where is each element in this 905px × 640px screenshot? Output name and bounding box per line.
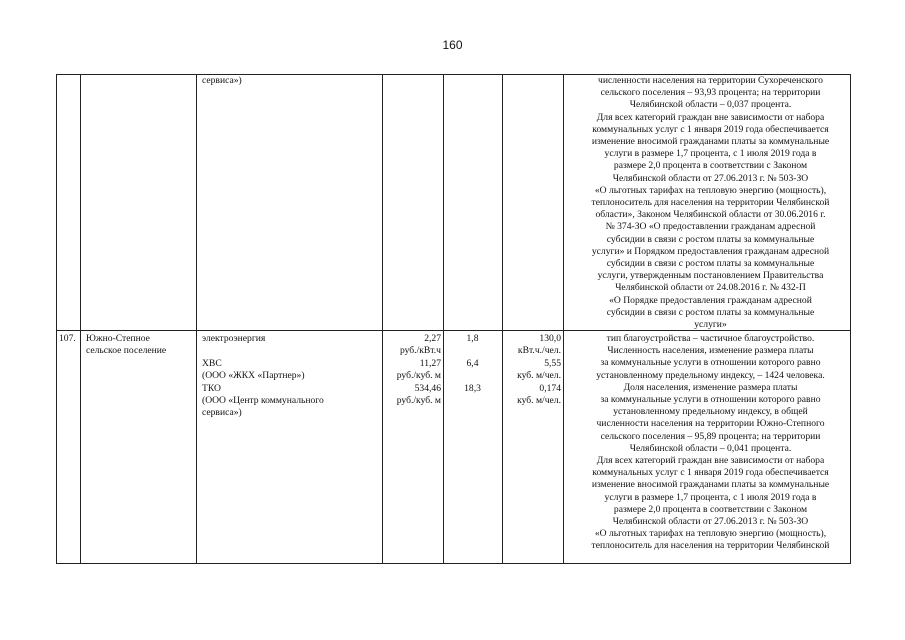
tariff-cell (382, 333, 441, 357)
table-border-left (56, 74, 57, 564)
description-line: субсидии в связи с ростом платы за коммунальные (606, 258, 815, 270)
description-line: численности населения на территории Южно-Степного (596, 418, 825, 430)
service-name-line: ТКО (202, 383, 221, 394)
description-line: субсидии в связи с ростом платы за коммунальные (606, 306, 815, 318)
tariff-value: 11,27 (419, 358, 441, 369)
column-divider (382, 74, 383, 564)
description-line: Челябинской области – 0,041 процента. (629, 442, 792, 454)
description-line: численности населения на территории Сухореченского (598, 75, 823, 86)
tariff-table (56, 74, 851, 564)
service-name-line: (ООО «Центр коммунального (202, 395, 324, 407)
settlement-name-line: Южно-Степное (86, 333, 150, 344)
row-number: 107. (59, 333, 76, 344)
service-name-line: сервиса») (202, 407, 242, 419)
prev-service-tail: сервиса») (202, 75, 242, 86)
column-divider (80, 74, 81, 564)
column-divider (196, 74, 197, 564)
service-name (202, 358, 305, 382)
tariff-unit: руб./куб. м (396, 370, 441, 382)
column-divider (443, 74, 444, 564)
description-line: «О Порядке предоставления гражданам адресной (609, 294, 812, 306)
description-line: Доля населения, изменение размера платы (623, 381, 798, 393)
description-line: Для всех категорий граждан вне зависимости от набора (596, 111, 825, 123)
prev-description (570, 75, 851, 331)
description-line: за коммунальные услуги в отношении которого равно (600, 394, 821, 406)
table-border-bottom (56, 563, 851, 564)
description-line: установленному предельному индексу, – 1424 человека. (596, 369, 825, 381)
settlement-name (86, 333, 166, 357)
tariff-value: 534,46 (414, 383, 441, 394)
volume-unit: куб. м/чел. (517, 395, 561, 407)
tariff-unit: руб./куб. м (396, 395, 441, 407)
description-line: изменение вносимой гражданами платы за коммунальные (591, 479, 830, 491)
growth-value: 18,3 (464, 383, 481, 394)
description-line: Для всех категорий граждан вне зависимости от набора (596, 455, 825, 467)
service-name: электроэнергия (202, 333, 266, 344)
column-divider (563, 74, 564, 564)
description-line: коммунальных услуг с 1 января 2019 года обеспечивается (592, 467, 829, 479)
tariff-value: 2,27 (424, 333, 441, 344)
page-number: 160 (442, 38, 463, 52)
volume-value: 130,0 (539, 333, 561, 344)
description-line: коммунальных услуг с 1 января 2019 года обеспечивается (592, 123, 829, 135)
volume-cell (502, 383, 561, 407)
tariff-unit: руб./кВт.ч (399, 345, 441, 357)
description-line: услуги в размере 1,7 процента, с 1 июля 2019 года в (604, 491, 817, 503)
settlement-name-line: сельское поселение (86, 345, 167, 357)
description-line: «О льготных тарифах на тепловую энергию (мощность), (594, 184, 827, 196)
description-line: Челябинской области от 24.08.2016 г. № 432-П (615, 282, 806, 294)
description-line: Челябинской области – 0,037 процента. (629, 99, 792, 111)
service-name (202, 383, 324, 420)
description-line: области», Законом Челябинской области от 30.06.2016 г. (595, 209, 826, 221)
description-line: изменение вносимой гражданами платы за коммунальные (591, 136, 830, 148)
description-line: размере 2,0 процента в соответствии с Законом (613, 503, 808, 515)
service-name-line: (ООО «ЖКХ «Партнер») (202, 370, 305, 382)
description-line: Численность населения, изменение размера платы (607, 345, 814, 357)
volume-unit: куб. м/чел. (517, 370, 561, 382)
volume-value: 0,174 (539, 383, 561, 394)
description-line: услуги, утвержденным постановлением Правительства (597, 270, 824, 282)
volume-cell (502, 358, 561, 382)
description-line: теплоноситель для населения на территории Челябинской (591, 540, 830, 552)
description-line: сельского поселения – 93,93 процента; на территории (600, 87, 821, 99)
description-line: теплоноситель для населения на территории Челябинской (591, 197, 830, 209)
tariff-cell (382, 383, 441, 407)
description-line: размере 2,0 процента в соответствии с Законом (613, 160, 808, 172)
description-line: услуги» и Порядком предоставления гражданам адресной (591, 245, 830, 257)
column-divider (502, 74, 503, 564)
volume-value: 5,55 (544, 358, 561, 369)
tariff-cell (382, 358, 441, 382)
description-line: Челябинской области от 27.06.2013 г. № 503-ЗО (612, 516, 809, 528)
description-line: услуги в размере 1,7 процента, с 1 июля 2019 года в (604, 148, 817, 160)
description-line: № 374-ЗО «О предоставлении гражданам адресной (605, 221, 816, 233)
service-name-line: ХВС (202, 358, 222, 369)
description-line: за коммунальные услуги в отношении которого равно (600, 357, 821, 369)
description-line: сельского поселения – 95,89 процента; на территории (600, 430, 821, 442)
row-107-description (570, 333, 851, 553)
description-line: субсидии в связи с ростом платы за коммунальные (606, 233, 815, 245)
description-line: услуги» (694, 319, 727, 331)
description-line: установленному предельному индексу, в общей (613, 406, 808, 418)
description-line: Челябинской области от 27.06.2013 г. № 503-ЗО (612, 172, 809, 184)
description-line: «О льготных тарифах на тепловую энергию (мощность), (594, 528, 827, 540)
growth-value: 1,8 (466, 333, 479, 344)
growth-value: 6,4 (466, 358, 479, 369)
description-line: тип благоустройства – частичное благоустройство. (606, 333, 815, 344)
volume-cell (502, 333, 561, 357)
volume-unit: кВт.ч./чел. (517, 345, 561, 357)
